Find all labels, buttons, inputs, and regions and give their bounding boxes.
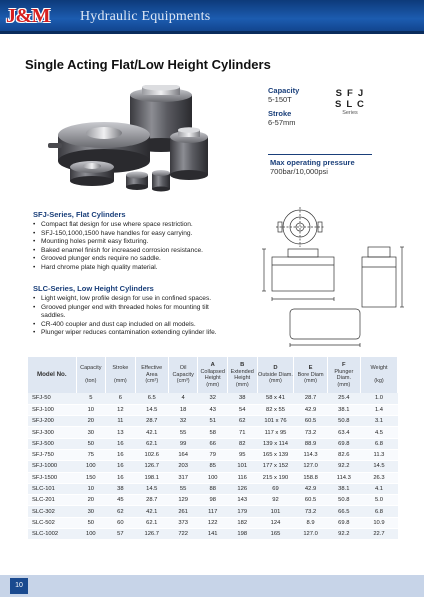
table-cell: 165 [257, 529, 294, 540]
table-cell: 82 x 55 [257, 404, 294, 415]
table-cell: 60 [106, 517, 136, 528]
table-cell: 75 [76, 449, 106, 460]
table-cell: 127.0 [294, 461, 327, 472]
table-cell: 182 [227, 517, 257, 528]
cell-model-no: SFJ-200 [28, 416, 76, 427]
slc-heading: SLC-Series, Low Height Cylinders [33, 284, 154, 293]
table-cell: 50.8 [327, 416, 360, 427]
table-cell: 55 [168, 483, 198, 494]
table-cell: 42.1 [135, 506, 168, 517]
table-cell: 88 [198, 483, 228, 494]
table-cell: 6.5 [135, 393, 168, 404]
table-cell: 16 [106, 438, 136, 449]
pressure-block [270, 158, 355, 181]
pressure-label: Max operating pressure [270, 158, 355, 167]
table-cell: 20 [76, 495, 106, 506]
table-cell: 62.1 [135, 438, 168, 449]
table-cell: 6 [106, 393, 136, 404]
table-row [28, 404, 398, 415]
spec-divider [268, 154, 372, 155]
table-cell: 5.0 [360, 495, 397, 506]
col-header-extended-height: B Extended Height (mm) [227, 357, 257, 393]
pressure-value: 700bar/10,000psi [270, 167, 328, 176]
table-cell: 126.7 [135, 529, 168, 540]
table-cell: 63.4 [327, 427, 360, 438]
list-item: • Mounting holes permit easy fixturing. [33, 238, 233, 247]
table-cell: 71 [227, 427, 257, 438]
col-header-bore-diam: E Bore Diam (mm) [294, 357, 327, 393]
page-number: 10 [10, 578, 28, 594]
table-cell: 58 x 41 [257, 393, 294, 404]
table-cell: 73.2 [294, 427, 327, 438]
table-cell: 16 [106, 472, 136, 483]
col-header-oil-capacity: Oil Capacity (cm³) [168, 357, 198, 393]
table-row [28, 472, 398, 483]
specs-table-wrap [28, 357, 398, 540]
table-cell: 101 [257, 506, 294, 517]
table-cell: 30 [76, 427, 106, 438]
col-header-collapsed-height: A Collapsed Height (mm) [198, 357, 228, 393]
slc-bullet-list [33, 295, 233, 338]
table-cell: 43 [198, 404, 228, 415]
table-cell: 122 [198, 517, 228, 528]
table-cell: 100 [76, 461, 106, 472]
table-cell: 1.4 [360, 404, 397, 415]
table-cell: 88.9 [294, 438, 327, 449]
cell-model-no: SFJ-750 [28, 449, 76, 460]
stroke-label: Stroke [268, 109, 292, 118]
sfj-heading: SFJ-Series, Flat Cylinders [33, 210, 126, 219]
table-row [28, 483, 398, 494]
table-cell: 373 [168, 517, 198, 528]
table-cell: 114.3 [294, 449, 327, 460]
list-item: • Grooved plunger ends require no saddle. [33, 255, 233, 264]
capacity-label: Capacity [268, 86, 300, 95]
table-cell: 101 x 76 [257, 416, 294, 427]
cell-model-no: SLC-201 [28, 495, 76, 506]
table-cell: 45 [106, 495, 136, 506]
table-row [28, 506, 398, 517]
table-cell: 116 [227, 472, 257, 483]
table-cell: 1.0 [360, 393, 397, 404]
table-cell: 3.1 [360, 416, 397, 427]
table-cell: 114.3 [327, 472, 360, 483]
table-cell: 32 [168, 416, 198, 427]
table-cell: 32 [198, 393, 228, 404]
table-cell: 150 [76, 472, 106, 483]
table-row [28, 427, 398, 438]
col-header-stroke: Stroke (mm) [106, 357, 136, 393]
table-cell: 177 x 152 [257, 461, 294, 472]
list-item: • Hard chrome plate high quality material. [33, 264, 233, 273]
table-cell: 38.1 [327, 404, 360, 415]
table-cell: 28.7 [294, 393, 327, 404]
table-cell: 42.9 [294, 483, 327, 494]
company-logo: J&M [6, 5, 51, 27]
sfj-section [33, 210, 233, 273]
specs-table [28, 357, 398, 540]
series-box [332, 88, 368, 116]
table-cell: 50 [76, 438, 106, 449]
list-item: • Grooved plunger end with threaded holes for mounting tilt saddles. [33, 304, 233, 321]
list-item: • Light weight, low profile design for use in confined spaces. [33, 295, 233, 304]
table-cell: 82 [227, 438, 257, 449]
table-cell: 4.1 [360, 483, 397, 494]
cell-model-no: SLC-302 [28, 506, 76, 517]
table-cell: 55 [168, 427, 198, 438]
table-cell: 179 [227, 506, 257, 517]
header-stripe [0, 31, 424, 34]
footer-band [0, 575, 424, 597]
table-cell: 57 [106, 529, 136, 540]
table-cell: 51 [198, 416, 228, 427]
table-cell: 38 [227, 393, 257, 404]
table-cell: 5 [76, 393, 106, 404]
table-row [28, 461, 398, 472]
table-cell: 73.2 [294, 506, 327, 517]
table-cell: 60.5 [294, 495, 327, 506]
capacity-value: 5-150T [268, 95, 292, 104]
col-header-outside-diam: D Outside Diam. (mm) [257, 357, 294, 393]
table-cell: 62.1 [135, 517, 168, 528]
page-title: Single Acting Flat/Low Height Cylinders [25, 57, 271, 72]
table-row [28, 495, 398, 506]
table-cell: 10 [76, 404, 106, 415]
table-cell: 100 [198, 472, 228, 483]
sfj-bullet-list [33, 221, 233, 273]
cell-model-no: SLC-101 [28, 483, 76, 494]
table-cell: 129 [168, 495, 198, 506]
table-cell: 69 [257, 483, 294, 494]
table-cell: 10.9 [360, 517, 397, 528]
cell-model-no: SFJ-50 [28, 393, 76, 404]
table-cell: 62 [227, 416, 257, 427]
table-cell: 117 [198, 506, 228, 517]
table-cell: 6.8 [360, 438, 397, 449]
table-row [28, 449, 398, 460]
table-cell: 126 [227, 483, 257, 494]
table-cell: 54 [227, 404, 257, 415]
table-cell: 69.8 [327, 438, 360, 449]
col-header-effective-area: Effective Area (cm²) [135, 357, 168, 393]
table-cell: 82.6 [327, 449, 360, 460]
table-cell: 10 [76, 483, 106, 494]
table-cell: 143 [227, 495, 257, 506]
table-cell: 22.7 [360, 529, 397, 540]
table-row [28, 517, 398, 528]
table-cell: 16 [106, 461, 136, 472]
table-cell: 127.0 [294, 529, 327, 540]
table-cell: 117 x 95 [257, 427, 294, 438]
cell-model-no: SFJ-500 [28, 438, 76, 449]
stroke-value: 6-57mm [268, 118, 296, 127]
col-header-weight: Weight (kg) [360, 357, 397, 393]
table-cell: 203 [168, 461, 198, 472]
table-cell: 6.8 [360, 506, 397, 517]
table-cell: 158.8 [294, 472, 327, 483]
col-header-plunger-diam: F Plunger Diam. (mm) [327, 357, 360, 393]
cell-model-no: SLC-502 [28, 517, 76, 528]
table-cell: 28.7 [135, 495, 168, 506]
table-cell: 14.5 [135, 404, 168, 415]
table-cell: 92 [257, 495, 294, 506]
table-cell: 50 [76, 517, 106, 528]
table-cell: 215 x 190 [257, 472, 294, 483]
table-cell: 28.7 [135, 416, 168, 427]
page-header [0, 0, 424, 34]
table-cell: 98 [198, 495, 228, 506]
table-cell: 66.5 [327, 506, 360, 517]
table-cell: 69.8 [327, 517, 360, 528]
series-label: Series [342, 110, 358, 116]
table-cell: 124 [257, 517, 294, 528]
table-cell: 141 [198, 529, 228, 540]
table-cell: 26.3 [360, 472, 397, 483]
table-body [28, 393, 398, 540]
table-cell: 14.5 [360, 461, 397, 472]
table-cell: 100 [76, 529, 106, 540]
table-cell: 8.9 [294, 517, 327, 528]
table-cell: 95 [227, 449, 257, 460]
series-slc: S L C [334, 99, 366, 110]
cylinder-dimension-diagram [250, 205, 410, 350]
col-header-capacity: Capacity (ton) [76, 357, 106, 393]
table-cell: 25.4 [327, 393, 360, 404]
table-row [28, 529, 398, 540]
table-cell: 92.2 [327, 529, 360, 540]
table-cell: 261 [168, 506, 198, 517]
list-item: • Plunger wiper reduces contamination extending cylinder life. [33, 329, 233, 338]
list-item: • SFJ-150,1000,1500 have handles for easy carrying. [33, 230, 233, 239]
list-item: • CR-400 coupler and dust cap included on all models. [33, 321, 233, 330]
table-cell: 722 [168, 529, 198, 540]
table-cell: 126.7 [135, 461, 168, 472]
header-title: Hydraulic Equipments [80, 9, 211, 24]
list-item: • Compact flat design for use where space restriction. [33, 221, 233, 230]
table-cell: 317 [168, 472, 198, 483]
col-header-model: Model No. [28, 357, 76, 393]
cell-model-no: SFJ-100 [28, 404, 76, 415]
cell-model-no: SFJ-1500 [28, 472, 76, 483]
table-cell: 198.1 [135, 472, 168, 483]
table-cell: 66 [198, 438, 228, 449]
table-cell: 20 [76, 416, 106, 427]
table-cell: 16 [106, 449, 136, 460]
table-cell: 92.2 [327, 461, 360, 472]
table-cell: 38 [106, 483, 136, 494]
table-cell: 58 [198, 427, 228, 438]
table-cell: 12 [106, 404, 136, 415]
table-cell: 60.5 [294, 416, 327, 427]
series-sfj: S F J [335, 88, 365, 99]
table-cell: 38.1 [327, 483, 360, 494]
table-cell: 99 [168, 438, 198, 449]
table-cell: 79 [198, 449, 228, 460]
table-cell: 18 [168, 404, 198, 415]
table-cell: 85 [198, 461, 228, 472]
table-cell: 11 [106, 416, 136, 427]
table-row [28, 438, 398, 449]
table-cell: 30 [76, 506, 106, 517]
table-cell: 50.8 [327, 495, 360, 506]
table-row [28, 416, 398, 427]
table-cell: 4.5 [360, 427, 397, 438]
table-cell: 14.5 [135, 483, 168, 494]
table-cell: 102.6 [135, 449, 168, 460]
table-cell: 165 x 139 [257, 449, 294, 460]
table-cell: 198 [227, 529, 257, 540]
list-item: • Baked enamel finish for increased corrosion resistance. [33, 247, 233, 256]
table-cell: 42.1 [135, 427, 168, 438]
table-cell: 42.9 [294, 404, 327, 415]
cell-model-no: SFJ-300 [28, 427, 76, 438]
cell-model-no: SFJ-1000 [28, 461, 76, 472]
table-cell: 4 [168, 393, 198, 404]
slc-section [33, 284, 233, 338]
cell-model-no: SLC-1002 [28, 529, 76, 540]
table-cell: 13 [106, 427, 136, 438]
table-header-row [28, 357, 398, 393]
table-cell: 101 [227, 461, 257, 472]
table-cell: 62 [106, 506, 136, 517]
table-row [28, 393, 398, 404]
table-cell: 11.3 [360, 449, 397, 460]
table-cell: 139 x 114 [257, 438, 294, 449]
cylinders-photo [40, 85, 240, 200]
table-cell: 164 [168, 449, 198, 460]
